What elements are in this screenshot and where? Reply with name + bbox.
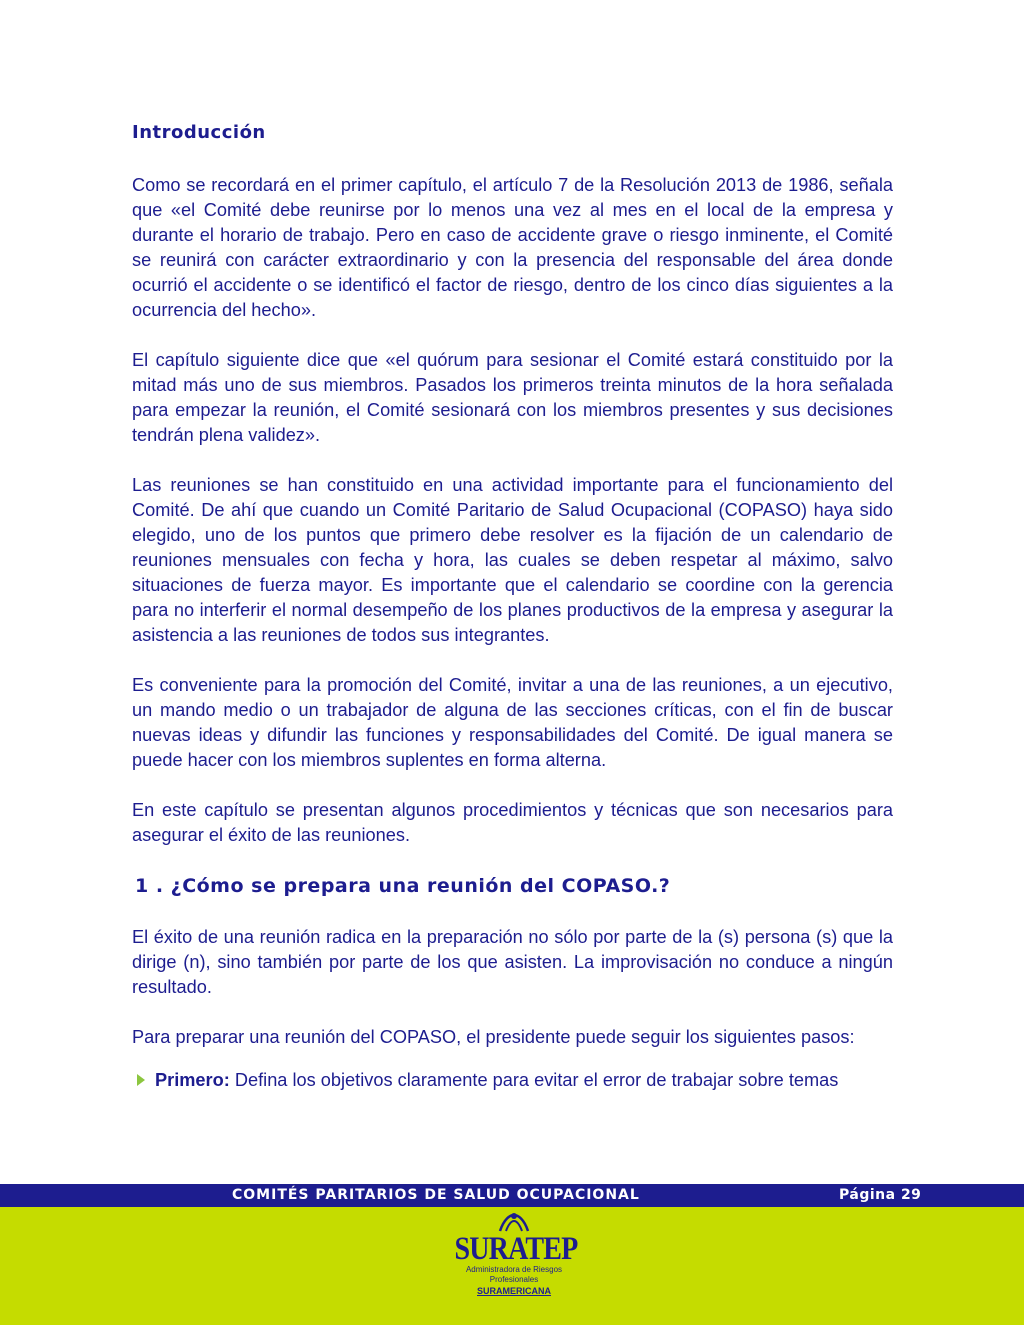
paragraph: Las reuniones se han constituido en una actividad importante para el funcionamiento del Comité. De ahí que cuando un Comité Paritario de Salud Ocupacional (COPASO) haya sido elegido, uno de los puntos que primero debe resolver es la fijación de un calendario de reuniones mensuales con fecha y hora, las cuales se deben respetar al máximo, salvo situaciones de fuerza mayor. Es importante que el calendario se coordine con la gerencia para no interferir el normal desempeño de los planes productivos de la empresa y asegurar la asistencia a las reuniones de todos sus integrantes. — [132, 475, 893, 645]
paragraph: Como se recordará en el primer capítulo, el artículo 7 de la Resolución 2013 de 1986, señala que «el Comité debe reunirse por lo menos una vez al mes en el local de la empresa y durante el horario de trabajo. Pero en caso de accidente grave o riesgo inminente, el Comité se reunirá con carácter extraordinario y con la presencia del responsable del área donde ocurrió el accidente o se identificó el factor de riesgo, dentro de los cinco días siguientes a la ocurrencia del hecho». — [132, 175, 893, 320]
logo-emblem-icon — [496, 1211, 532, 1233]
logo-tagline: Administradora de Riesgos Profesionales — [465, 1265, 563, 1284]
suratep-logo — [444, 1211, 584, 1311]
bullet-arrow-icon — [137, 1074, 145, 1086]
logo-sub: SURAMERICANA — [477, 1286, 551, 1296]
paragraph: Es conveniente para la promoción del Comité, invitar a una de las reuniones, a un ejecutivo, un mando medio o un trabajador de alguna de las secciones críticas, con el fin de buscar nuevas ideas y difundir las funciones y responsabilidades del Comité. De igual manera se puede hacer con los miembros suplentes en forma alterna. — [132, 675, 893, 770]
paragraph: En este capítulo se presentan algunos procedimientos y técnicas que son necesarios para asegurar el éxito de las reuniones. — [132, 800, 893, 845]
footer-band — [0, 1184, 1024, 1207]
bullet-text: Defina los objetivos claramente para evitar el error de trabajar sobre temas — [229, 1070, 839, 1090]
logo-name: SURATEP — [454, 1231, 578, 1267]
bullet-item — [132, 1068, 893, 1093]
bullet-label: Primero: — [155, 1070, 230, 1090]
paragraph: El éxito de una reunión radica en la preparación no sólo por parte de la (s) persona (s) que la dirige (n), sino también por parte de los que asisten. La improvisación no conduce a ningún resultado. — [132, 927, 893, 997]
page-content — [132, 122, 893, 1093]
section-heading: 1 . ¿Cómo se prepara una reunión del COPASO.? — [135, 875, 671, 897]
footer-title: COMITÉS PARITARIOS DE SALUD OCUPACIONAL — [232, 1187, 640, 1203]
paragraph: Para preparar una reunión del COPASO, el presidente puede seguir los siguientes pasos: — [132, 1027, 855, 1047]
intro-heading: Introducción — [132, 122, 266, 143]
page-number: Página 29 — [839, 1187, 922, 1203]
paragraph: El capítulo siguiente dice que «el quórum para sesionar el Comité estará constituido por la mitad más uno de sus miembros. Pasados los primeros treinta minutos de la hora señalada para empezar la reunión, el Comité sesionará con los miembros presentes y sus decisiones tendrán plena validez». — [132, 350, 893, 445]
